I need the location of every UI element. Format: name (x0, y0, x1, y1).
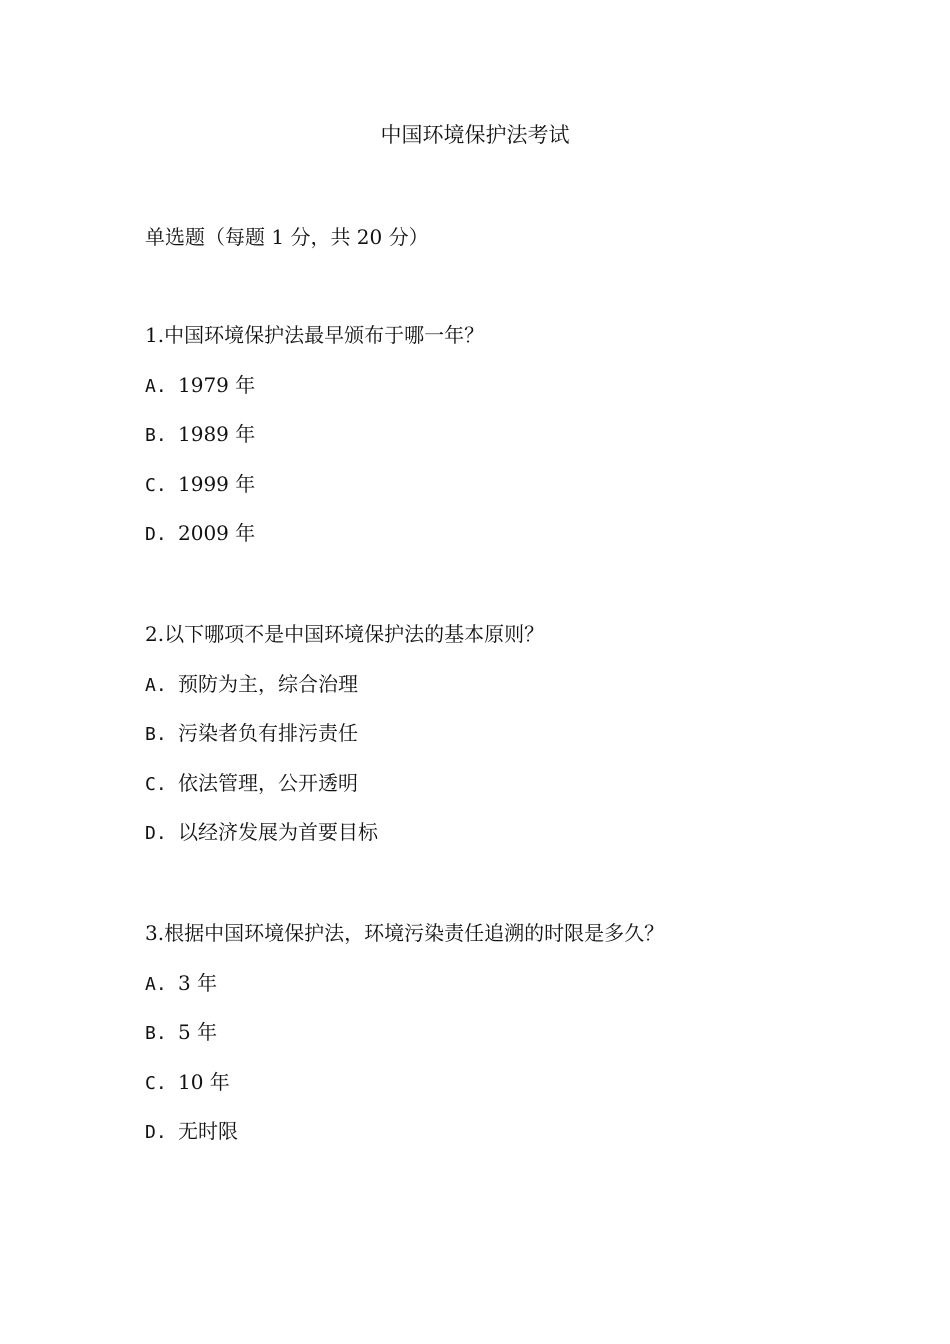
option-a (145, 968, 865, 998)
options-list (145, 370, 865, 549)
question-2 (145, 619, 865, 867)
options-list (145, 968, 865, 1147)
option-text: 1989 年 (178, 422, 256, 446)
option-letter: A. (145, 973, 167, 995)
option-c (145, 768, 865, 798)
option-d (145, 817, 865, 847)
option-letter: D. (145, 823, 167, 844)
option-c (145, 469, 865, 499)
option-text: 1979 年 (178, 372, 256, 397)
question-3 (145, 918, 865, 1166)
option-letter: B. (145, 425, 167, 446)
option-a (145, 370, 865, 400)
option-text: 5 年 (178, 1020, 218, 1044)
option-text: 以经济发展为首要目标 (178, 820, 378, 844)
question-1 (145, 320, 865, 568)
option-letter: A. (145, 674, 167, 696)
option-b (145, 718, 865, 748)
options-list (145, 669, 865, 848)
option-text: 2009 年 (178, 521, 256, 545)
option-letter: D. (145, 1122, 167, 1143)
option-letter: A. (145, 375, 167, 397)
option-text: 预防为主，综合治理 (178, 671, 358, 696)
option-b (145, 419, 865, 449)
option-letter: C. (145, 1072, 167, 1094)
option-d (145, 518, 865, 548)
option-letter: D. (145, 524, 167, 545)
option-c (145, 1067, 865, 1097)
option-text: 依法管理，公开透明 (178, 770, 358, 795)
option-text: 无时限 (178, 1119, 238, 1143)
option-d (145, 1116, 865, 1146)
option-text: 10 年 (178, 1069, 230, 1094)
option-a (145, 669, 865, 699)
question-text: 1.中国环境保护法最早颁布于哪一年？ (145, 323, 485, 347)
page-title: 中国环境保护法考试 (380, 123, 570, 147)
option-text: 1999 年 (178, 471, 256, 496)
option-b (145, 1017, 865, 1047)
option-letter: C. (145, 773, 167, 795)
option-text: 污染者负有排污责任 (178, 721, 358, 745)
question-text: 3.根据中国环境保护法，环境污染责任追溯的时限是多久？ (145, 921, 665, 945)
option-letter: B. (145, 724, 167, 745)
option-text: 3 年 (178, 970, 218, 995)
option-letter: C. (145, 474, 167, 496)
question-text: 2.以下哪项不是中国环境保护法的基本原则？ (145, 622, 545, 646)
option-letter: B. (145, 1023, 167, 1044)
section-heading: 单选题（每题 1 分，共 20 分） (145, 225, 429, 249)
